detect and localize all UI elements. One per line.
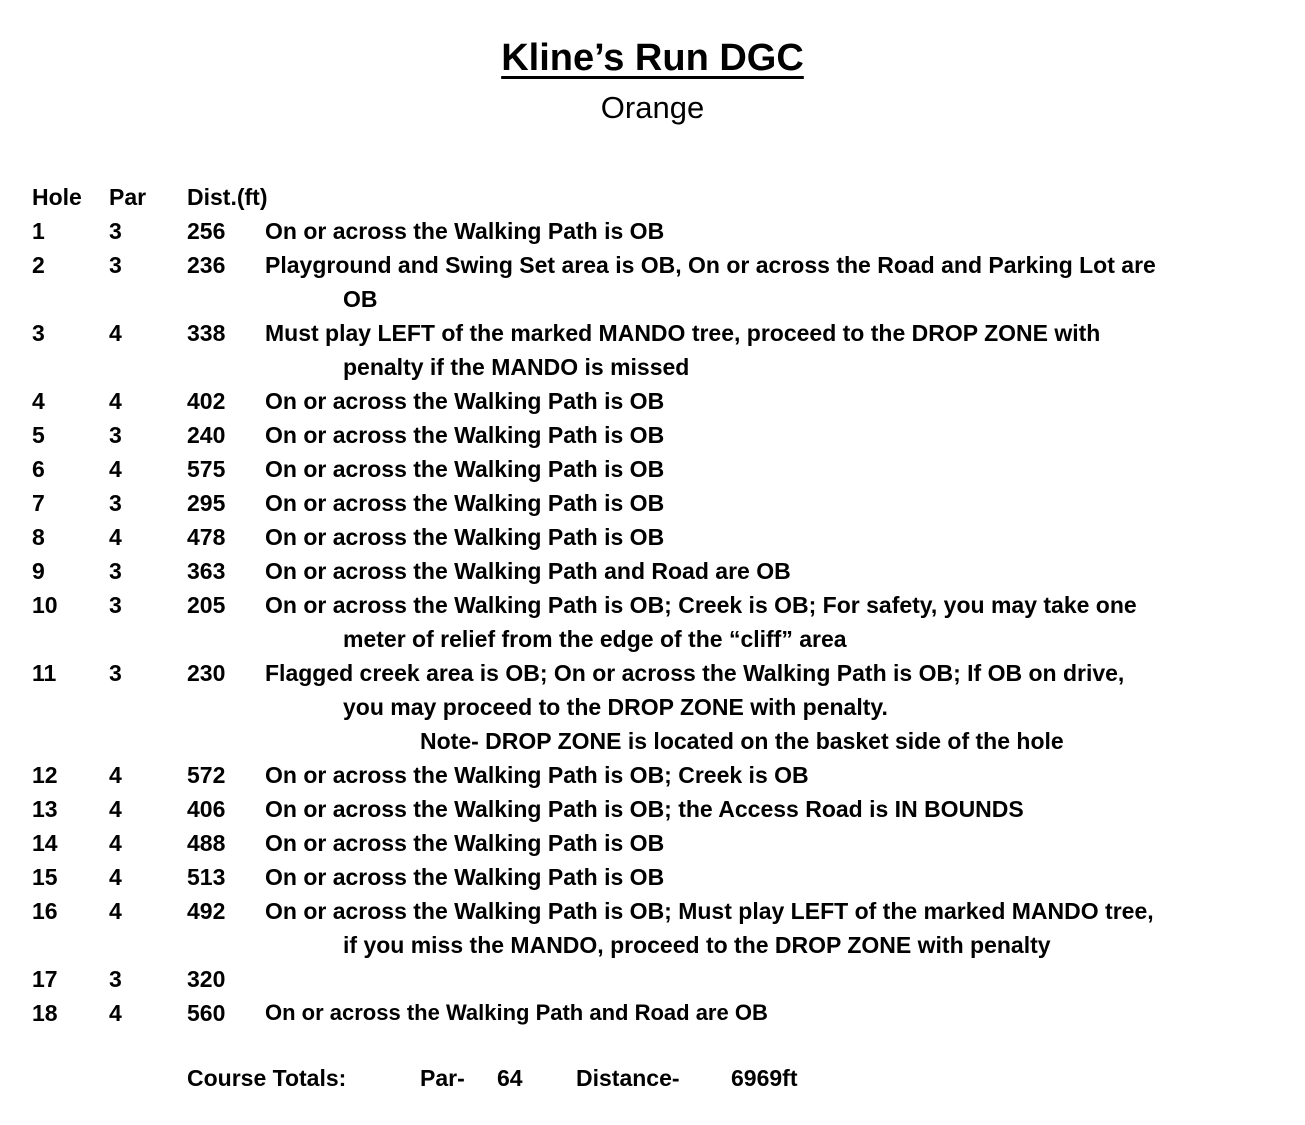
hole-distance: 572 <box>187 762 226 788</box>
page-title <box>0 34 1305 82</box>
hole-par: 3 <box>109 422 122 448</box>
hole-note-line: OB <box>343 286 378 312</box>
hole-row <box>32 758 1292 792</box>
hole-notes <box>265 826 1292 860</box>
hole-notes <box>265 214 1292 248</box>
hole-note-line: Note- DROP ZONE is located on the basket side of the hole <box>420 728 1064 754</box>
hole-par: 3 <box>109 558 122 584</box>
tee-color-subtitle: Orange <box>600 90 705 125</box>
hole-note-line: On or across the Walking Path is OB; Creek is OB; For safety, you may take one <box>265 592 1137 618</box>
hole-note-line: On or across the Walking Path is OB <box>265 422 665 448</box>
hole-distance: 478 <box>187 524 226 550</box>
hole-notes <box>265 554 1292 588</box>
hole-row <box>32 520 1292 554</box>
hole-distance: 320 <box>187 966 226 992</box>
hole-column-header: Hole <box>32 184 82 210</box>
hole-notes <box>265 962 1292 996</box>
hole-notes <box>265 452 1292 486</box>
hole-notes <box>265 894 1292 962</box>
hole-notes <box>265 656 1292 758</box>
hole-row <box>32 486 1292 520</box>
hole-par: 4 <box>109 524 122 550</box>
hole-note-line: meter of relief from the edge of the “cliff” area <box>343 626 847 652</box>
hole-notes <box>265 792 1292 826</box>
hole-row <box>32 792 1292 826</box>
hole-number: 7 <box>32 490 45 516</box>
hole-par: 3 <box>109 218 122 244</box>
hole-note-line: On or across the Walking Path is OB; the Access Road is IN BOUNDS <box>265 796 1024 822</box>
hole-notes <box>265 486 1292 520</box>
hole-number: 11 <box>32 660 57 686</box>
hole-row <box>32 554 1292 588</box>
total-par-value: 64 <box>497 1065 523 1091</box>
hole-row <box>32 418 1292 452</box>
header-row <box>32 180 1292 214</box>
hole-note-line: On or across the Walking Path is OB <box>265 388 665 414</box>
hole-par: 4 <box>109 1000 122 1026</box>
hole-number: 4 <box>32 388 45 414</box>
hole-row <box>32 452 1292 486</box>
hole-distance: 240 <box>187 422 226 448</box>
hole-notes <box>265 384 1292 418</box>
scorecard-table <box>32 180 1292 1030</box>
hole-distance: 513 <box>187 864 226 890</box>
hole-row <box>32 248 1292 316</box>
hole-note-line: Flagged creek area is OB; On or across the Walking Path is OB; If OB on drive, <box>265 660 1125 686</box>
hole-row <box>32 860 1292 894</box>
hole-par: 4 <box>109 762 122 788</box>
hole-distance: 402 <box>187 388 226 414</box>
hole-number: 14 <box>32 830 58 856</box>
hole-par: 3 <box>109 490 122 516</box>
hole-distance: 338 <box>187 320 226 346</box>
course-name: Kline’s Run DGC <box>501 37 804 79</box>
hole-distance: 205 <box>187 592 226 618</box>
hole-distance: 236 <box>187 252 226 278</box>
hole-note-line: On or across the Walking Path and Road are OB <box>265 558 791 584</box>
hole-number: 18 <box>32 1000 58 1026</box>
hole-par: 3 <box>109 252 122 278</box>
hole-number: 16 <box>32 898 58 924</box>
hole-note-line: you may proceed to the DROP ZONE with penalty. <box>343 694 888 720</box>
hole-par: 3 <box>109 592 122 618</box>
hole-note-line: On or across the Walking Path is OB; Creek is OB <box>265 762 809 788</box>
par-column-header: Par <box>109 184 147 210</box>
hole-notes <box>265 316 1292 384</box>
hole-row <box>32 588 1292 656</box>
hole-par: 4 <box>109 456 122 482</box>
hole-note-line: penalty if the MANDO is missed <box>343 354 690 380</box>
hole-notes <box>265 248 1292 316</box>
hole-note-line: On or across the Walking Path and Road are OB <box>265 1000 768 1025</box>
hole-distance: 363 <box>187 558 226 584</box>
hole-notes <box>265 758 1292 792</box>
hole-distance: 406 <box>187 796 226 822</box>
hole-note-line: Playground and Swing Set area is OB, On or across the Road and Parking Lot are <box>265 252 1156 278</box>
hole-distance: 230 <box>187 660 226 686</box>
hole-row <box>32 962 1292 996</box>
hole-distance: 256 <box>187 218 226 244</box>
hole-note-line: On or across the Walking Path is OB; Must play LEFT of the marked MANDO tree, <box>265 898 1154 924</box>
hole-number: 3 <box>32 320 45 346</box>
hole-row <box>32 894 1292 962</box>
hole-number: 17 <box>32 966 58 992</box>
hole-number: 1 <box>32 218 45 244</box>
hole-note-line: On or across the Walking Path is OB <box>265 456 665 482</box>
hole-row <box>32 996 1292 1030</box>
hole-number: 6 <box>32 456 45 482</box>
hole-note-line: On or across the Walking Path is OB <box>265 864 665 890</box>
hole-rows <box>32 214 1292 1030</box>
hole-number: 2 <box>32 252 45 278</box>
total-distance-label: Distance- <box>576 1065 680 1091</box>
hole-par: 3 <box>109 966 122 992</box>
hole-note-line: Must play LEFT of the marked MANDO tree, proceed to the DROP ZONE with <box>265 320 1101 346</box>
hole-note-line: On or across the Walking Path is OB <box>265 490 665 516</box>
hole-par: 4 <box>109 898 122 924</box>
hole-par: 4 <box>109 864 122 890</box>
hole-row <box>32 214 1292 248</box>
hole-distance: 560 <box>187 1000 226 1026</box>
total-par-label: Par- <box>420 1065 465 1091</box>
hole-par: 4 <box>109 388 122 414</box>
distance-column-header: Dist.(ft) <box>187 184 268 210</box>
total-distance-value: 6969ft <box>731 1065 798 1091</box>
hole-notes <box>265 860 1292 894</box>
totals-label: Course Totals: <box>187 1065 347 1091</box>
hole-par: 4 <box>109 320 122 346</box>
hole-notes <box>265 588 1292 656</box>
hole-number: 8 <box>32 524 45 550</box>
hole-par: 3 <box>109 660 122 686</box>
hole-note-line: On or across the Walking Path is OB <box>265 830 665 856</box>
hole-distance: 295 <box>187 490 226 516</box>
hole-notes <box>265 520 1292 554</box>
hole-number: 10 <box>32 592 58 618</box>
hole-notes <box>265 996 1292 1030</box>
hole-number: 9 <box>32 558 45 584</box>
hole-par: 4 <box>109 796 122 822</box>
hole-note-line: On or across the Walking Path is OB <box>265 218 665 244</box>
hole-par: 4 <box>109 830 122 856</box>
hole-row <box>32 826 1292 860</box>
hole-note-line: On or across the Walking Path is OB <box>265 524 665 550</box>
hole-row <box>32 316 1292 384</box>
hole-distance: 575 <box>187 456 226 482</box>
hole-row <box>32 656 1292 758</box>
hole-number: 13 <box>32 796 58 822</box>
hole-distance: 488 <box>187 830 226 856</box>
hole-note-line: if you miss the MANDO, proceed to the DROP ZONE with penalty <box>343 932 1051 958</box>
hole-number: 5 <box>32 422 45 448</box>
hole-notes <box>265 418 1292 452</box>
hole-distance: 492 <box>187 898 226 924</box>
hole-number: 15 <box>32 864 58 890</box>
hole-row <box>32 384 1292 418</box>
hole-number: 12 <box>32 762 58 788</box>
